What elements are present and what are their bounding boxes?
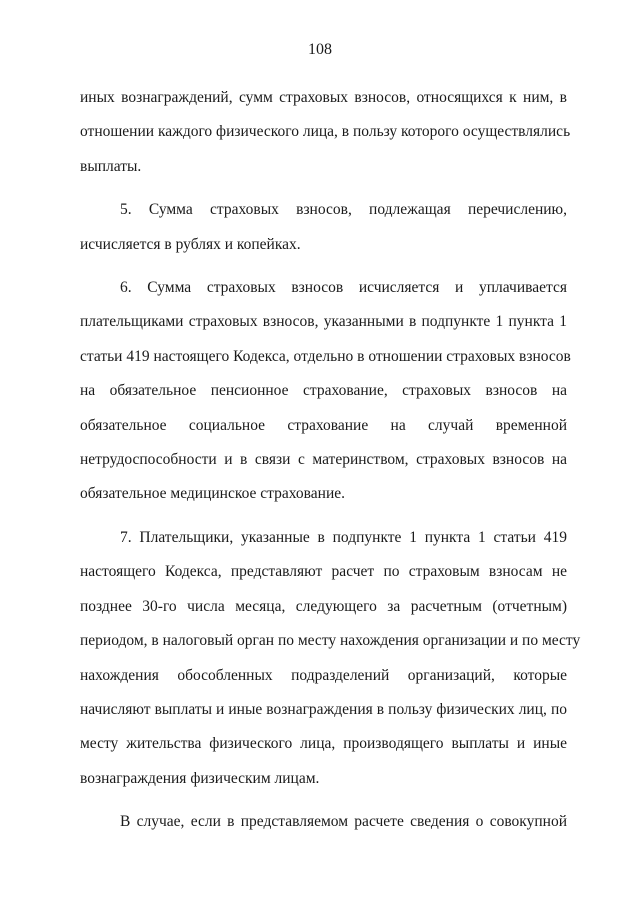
text-line: вознаграждения физическим лицам. <box>80 769 320 787</box>
text-line: месту жительства физического лица, производящего выплаты и иные <box>80 735 567 753</box>
paragraph-item-7 <box>80 521 581 796</box>
paragraph-item-5 <box>80 193 567 262</box>
text-line: плательщиками страховых взносов, указанными в подпункте 1 пункта 1 <box>80 313 567 331</box>
text-line: периодом, в налоговый орган по месту нахождения организации и по месту <box>80 632 581 650</box>
text-line: 5. Сумма страховых взносов, подлежащая перечислению, <box>120 201 567 219</box>
text-line: иных вознаграждений, сумм страховых взносов, относящихся к ним, в <box>80 89 567 106</box>
text-line: 6. Сумма страховых взносов исчисляется и уплачивается <box>120 279 567 297</box>
text-line: выплаты. <box>80 157 142 175</box>
paragraph-continuation <box>80 81 571 184</box>
text-line: позднее 30-го числа месяца, следующего за расчетным (отчетным) <box>80 597 567 615</box>
text-line: статьи 419 настоящего Кодекса, отдельно в отношении страховых взносов <box>80 347 571 365</box>
text-line: нахождения обособленных подразделений организаций, которые <box>80 666 567 684</box>
document-body <box>80 81 581 840</box>
text-line: 7. Плательщики, указанные в подпункте 1 пункта 1 статьи 419 <box>120 528 567 546</box>
text-line: обязательное социальное страхование на случай временной <box>80 416 567 434</box>
text-line: В случае, если в представляемом расчете сведения о совокупной <box>120 813 567 831</box>
paragraph-item-6 <box>80 271 571 512</box>
text-line: отношении каждого физического лица, в пользу которого осуществлялись <box>80 123 571 141</box>
page-number: 108 <box>308 41 332 58</box>
text-line: обязательное медицинское страхование. <box>80 485 346 503</box>
text-line: исчисляется в рублях и копейках. <box>80 235 301 253</box>
text-line: настоящего Кодекса, представляют расчет по страховым взносам не <box>80 563 567 581</box>
text-line: начисляют выплаты и иные вознаграждения в пользу физических лиц, по <box>80 700 567 718</box>
text-line: на обязательное пенсионное страхование, страховых взносов на <box>80 382 567 400</box>
paragraph-item-7-continued <box>80 805 567 839</box>
text-line: нетрудоспособности и в связи с материнством, страховых взносов на <box>80 451 567 469</box>
